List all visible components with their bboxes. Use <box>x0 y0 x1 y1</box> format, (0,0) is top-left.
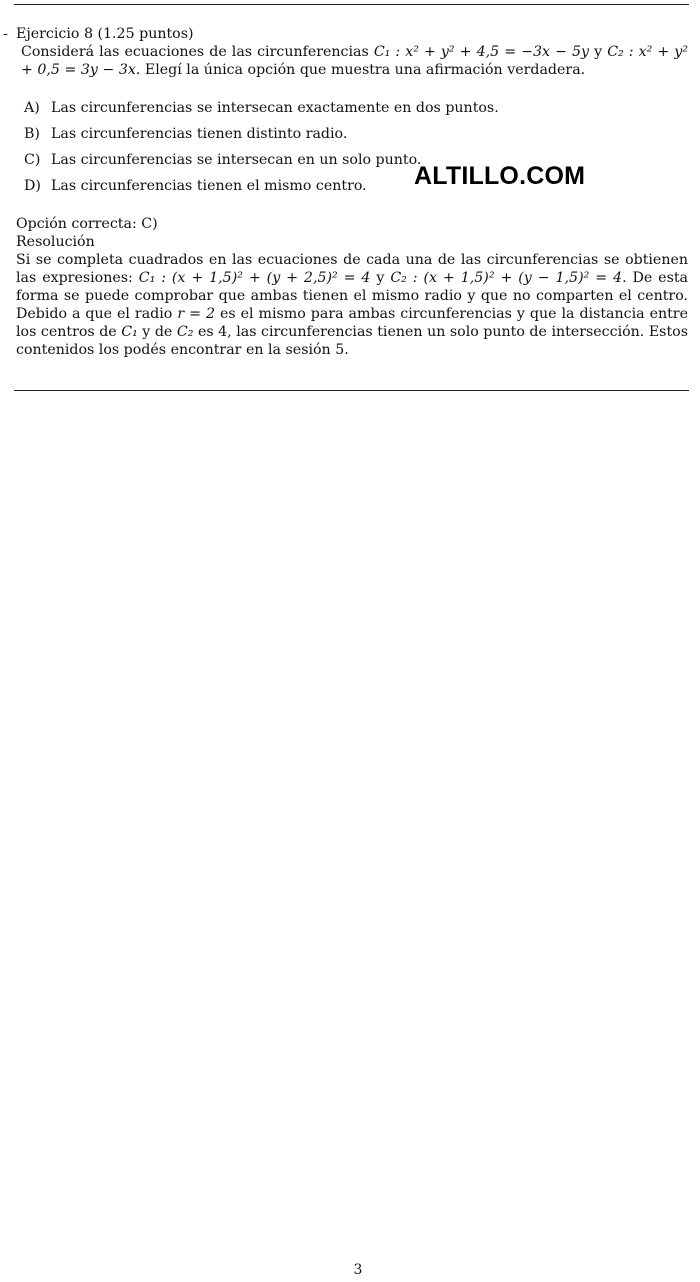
text-segment: . Elegí la única opción que muestra una afirmación verdadera. <box>135 62 586 78</box>
text-segment: . De esta forma se puede comprobar que ambas tienen el mismo radio y que no comparten el centro. Debido a que el radio <box>16 270 689 322</box>
options-list <box>16 99 688 203</box>
option-letter: A) <box>24 100 40 116</box>
exercise-heading: Ejercicio 8 (1.25 puntos) <box>16 26 194 42</box>
math-expression: C₂ : x² + y² + 0,5 = 3y − 3x <box>21 44 688 78</box>
exercise-statement <box>16 43 688 79</box>
option-d <box>16 177 688 203</box>
math-expression: C₂ <box>176 324 194 340</box>
top-rule <box>14 4 689 5</box>
page-number: 3 <box>353 1262 363 1278</box>
text-segment: Considerá las ecuaciones de las circunferencias <box>21 44 374 60</box>
option-letter: D) <box>24 178 41 194</box>
option-c <box>16 151 688 177</box>
option-letter: C) <box>24 152 41 168</box>
text-segment: y de <box>137 324 177 340</box>
text-segment: y <box>370 270 391 286</box>
bottom-rule <box>14 390 689 391</box>
exercise-block <box>3 25 688 79</box>
math-expression: r = 2 <box>177 306 215 322</box>
answer-block <box>16 215 688 359</box>
option-text: Las circunferencias se intersecan en un solo punto. <box>51 152 422 168</box>
watermark-logo: ALTILLO.COM <box>414 162 586 190</box>
exercise-heading-line <box>3 25 688 43</box>
math-expression: C₂ : (x + 1,5)² + (y − 1,5)² = 4 <box>390 270 623 286</box>
text-segment: Si se completa cuadrados en las ecuaciones de cada una de las circunferencias se obtienen las expresiones: <box>16 252 688 286</box>
text-segment: es 4, las circunferencias tienen un solo punto de intersección. Estos contenidos los podés encontrar en la sesión 5. <box>16 324 688 358</box>
resolution-title: Resolución <box>16 234 95 250</box>
math-expression: C₁ <box>121 324 138 340</box>
option-b <box>16 125 688 151</box>
option-a <box>16 99 688 125</box>
text-segment: y <box>589 44 608 60</box>
text-segment: es el mismo para ambas circunferencias y que la distancia entre los centros de <box>16 306 688 340</box>
math-expression: C₁ : (x + 1,5)² + (y + 2,5)² = 4 <box>138 270 371 286</box>
correct-option-label: Opción correcta: C) <box>16 216 158 232</box>
option-text: Las circunferencias tienen el mismo centro. <box>51 178 367 194</box>
option-text: Las circunferencias se intersecan exactamente en dos puntos. <box>51 100 499 116</box>
math-expression: C₁ : x² + y² + 4,5 = −3x − 5y <box>373 44 590 60</box>
list-dash: - <box>3 26 8 42</box>
option-text: Las circunferencias tienen distinto radio. <box>51 126 348 142</box>
resolution-text <box>16 251 688 359</box>
option-letter: B) <box>24 126 40 142</box>
